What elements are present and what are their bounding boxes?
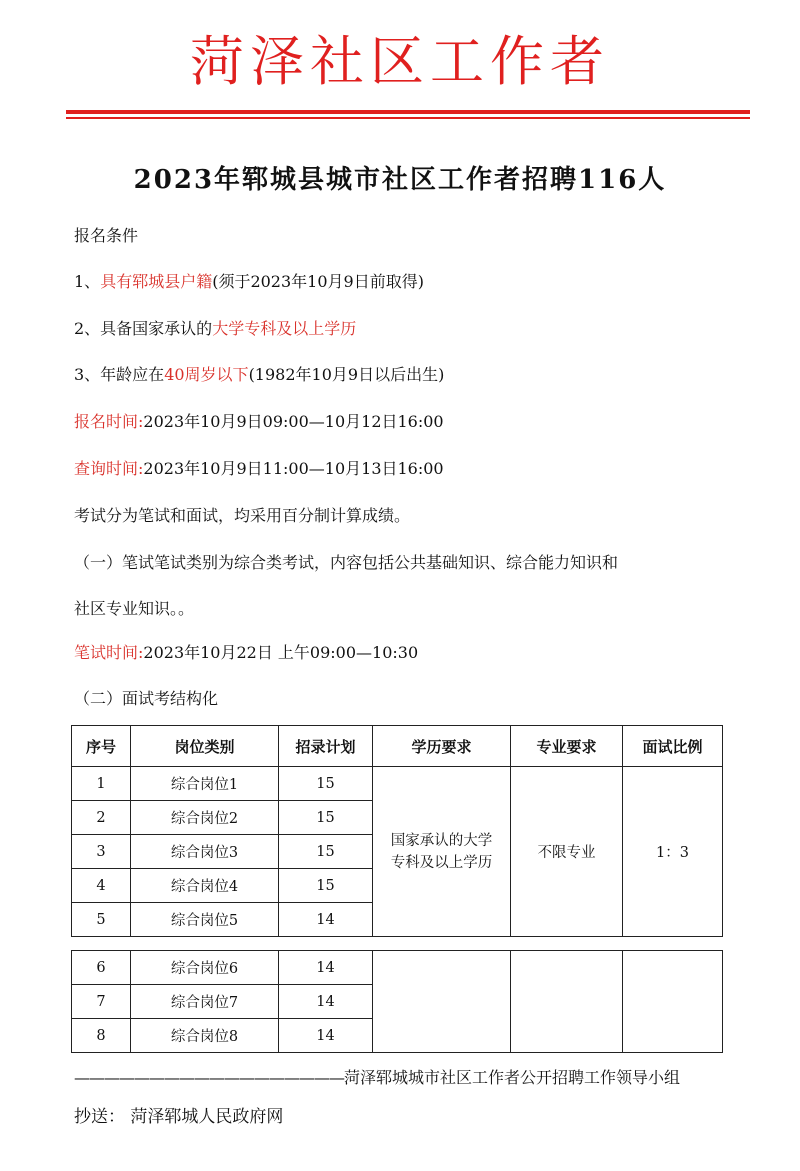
cell-no: 2 [72, 801, 131, 835]
masthead-title: 菏泽社区工作者 [190, 30, 610, 93]
cell-ratio-empty [623, 951, 723, 1053]
cell-plan: 14 [279, 903, 373, 937]
cell-no: 5 [72, 903, 131, 937]
cell-major-empty [511, 951, 623, 1053]
cell-post: 综合岗位1 [131, 767, 279, 801]
document-title: 2023年郓城县城市社区工作者招聘116人 [133, 165, 667, 195]
cell-post: 综合岗位3 [131, 835, 279, 869]
query-time [74, 457, 444, 481]
header-post: 岗位类别 [131, 726, 279, 767]
cell-plan: 14 [279, 1019, 373, 1053]
registration-time [74, 410, 444, 434]
education-line-2: 专科及以上学历 [390, 854, 493, 871]
signature-line [74, 1066, 680, 1090]
cell-no: 4 [72, 869, 131, 903]
condition-1-highlight: 具有郓城县户籍 [100, 272, 213, 291]
condition-3-prefix: 3、年龄应在 [74, 365, 165, 384]
cell-plan: 15 [279, 801, 373, 835]
cell-no: 1 [72, 767, 131, 801]
cell-education-empty [373, 951, 511, 1053]
table-row [72, 951, 723, 985]
cell-no: 8 [72, 1019, 131, 1053]
cell-post: 综合岗位4 [131, 869, 279, 903]
header-education: 学历要求 [373, 726, 511, 767]
condition-1 [74, 270, 424, 294]
header-no: 序号 [72, 726, 131, 767]
table-row [72, 767, 723, 801]
cell-plan: 14 [279, 951, 373, 985]
exam-intro: 考试分为笔试和面试，均采用百分制计算成绩。 [74, 506, 411, 525]
condition-2-prefix: 2、具备国家承认的 [74, 319, 213, 338]
cell-no: 6 [72, 951, 131, 985]
masthead-rule-thick [66, 110, 750, 114]
condition-3 [74, 363, 444, 387]
condition-3-highlight: 40周岁以下 [164, 365, 249, 384]
condition-2-highlight: 大学专科及以上学历 [212, 319, 357, 338]
cell-post: 综合岗位5 [131, 903, 279, 937]
condition-1-suffix: (须于2023年10月9日前取得) [212, 272, 424, 291]
condition-3-suffix: (1982年10月9日以后出生) [248, 365, 445, 384]
query-time-label: 查询时间: [74, 459, 144, 478]
cell-post: 综合岗位8 [131, 1019, 279, 1053]
header-ratio: 面试比例 [623, 726, 723, 767]
interview-note: （二）面试考结构化 [74, 689, 219, 708]
cell-post: 综合岗位6 [131, 951, 279, 985]
cell-no: 3 [72, 835, 131, 869]
recruitment-table-continued [71, 950, 723, 1053]
written-exam-line-2: 社区专业知识。。 [74, 599, 195, 618]
education-line-1: 国家承认的大学 [390, 832, 493, 849]
cell-plan: 15 [279, 767, 373, 801]
cell-ratio: 1：3 [623, 767, 723, 937]
cell-plan: 15 [279, 835, 373, 869]
cell-major: 不限专业 [511, 767, 623, 937]
recruitment-table [71, 725, 723, 937]
header-plan: 招录计划 [279, 726, 373, 767]
written-time-label: 笔试时间: [74, 643, 144, 662]
condition-1-prefix: 1、 [74, 272, 101, 291]
table-header-row [72, 726, 723, 767]
conditions-heading: 报名条件 [74, 226, 139, 245]
cell-post: 综合岗位2 [131, 801, 279, 835]
condition-2 [74, 317, 356, 341]
signature-org: 菏泽郓城城市社区工作者公开招聘工作领导小组 [344, 1068, 681, 1087]
signature-dashes: —————————————————— [74, 1068, 344, 1087]
header-major: 专业要求 [511, 726, 623, 767]
cell-plan: 15 [279, 869, 373, 903]
cell-plan: 14 [279, 985, 373, 1019]
cc-line: 抄送： 菏泽郓城人民政府网 [74, 1107, 284, 1127]
cell-post: 综合岗位7 [131, 985, 279, 1019]
registration-time-value: 2023年10月9日09:00—10月12日16:00 [143, 412, 444, 431]
cell-no: 7 [72, 985, 131, 1019]
cell-education [373, 767, 511, 937]
query-time-value: 2023年10月9日11:00—10月13日16:00 [143, 459, 444, 478]
written-time-value: 2023年10月22日 上午09:00—10:30 [143, 643, 419, 662]
written-exam-line-1: （一）笔试笔试类别为综合类考试，内容包括公共基础知识、综合能力知识和 [74, 553, 619, 572]
masthead-rule-thin [66, 117, 750, 119]
written-time [74, 641, 418, 665]
registration-time-label: 报名时间: [74, 412, 144, 431]
